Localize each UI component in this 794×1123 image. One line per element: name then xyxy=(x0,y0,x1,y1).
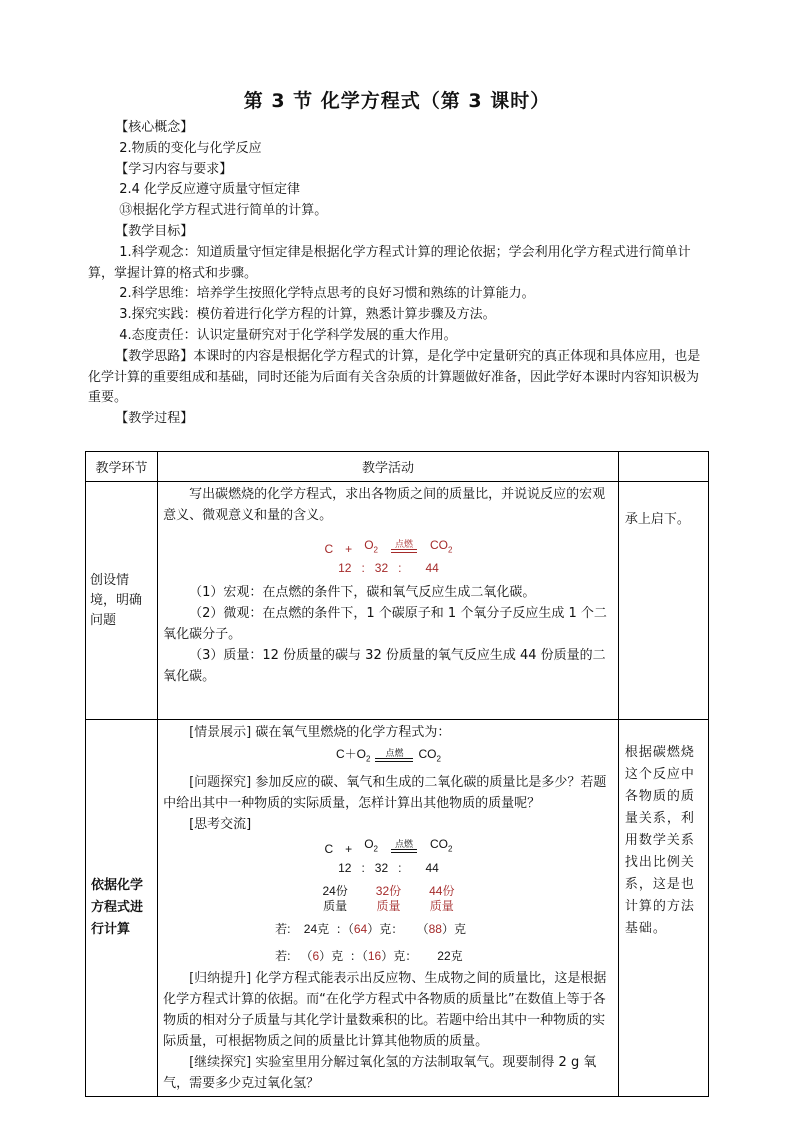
formula-o2: $O_2$ xyxy=(364,538,378,555)
formula-c: C xyxy=(324,542,334,557)
colon: : xyxy=(361,860,365,875)
activity-text: [问题探究] 参加反应的碳、氧气和生成的二氧化碳的质量比是多少？若题中给出其中一种物质的实际质量，怎样计算出其他物质的质量呢？ xyxy=(163,775,607,812)
stage-label: 依据化学方程式进行计算 xyxy=(86,720,158,1097)
header-stage: 教学环节 xyxy=(86,452,158,482)
reaction-condition: 点燃 xyxy=(374,750,414,768)
header-note xyxy=(618,452,708,482)
mass-co2: 44 xyxy=(425,860,439,875)
teaching-idea: 【教学思路】本课时的内容是根据化学方程式的计算，是化学中定量研究的真正体现和具体应用，也是化学计算的重要组成和基础，同时还能为后面有关含杂质的计算题做好准备，因此学好本课时内容知识极为重要。 xyxy=(88,348,701,406)
activity-text: [归纳提升] 化学方程式能表示出反应物、生成物之间的质量比，这是根据化学方程式计算的依据。而“在化学方程式中各物质的质量比”在数值上等于各物质的相对分子质量与其化学计量数乘积的比。若题中给出其中一种物质的实际质量，可根据物质之间的质量比计算其他物质的质量。 xyxy=(163,970,607,1049)
core-item: 2.物质的变化与化学反应 xyxy=(119,140,262,156)
parts-co2: 44份 质量 xyxy=(429,883,455,913)
table-header-row xyxy=(86,452,709,482)
colon: : xyxy=(398,860,402,875)
activity-text: （1）宏观：在点燃的条件下，碳和氧气反应生成二氧化碳。 xyxy=(189,585,536,601)
plus-sign: + xyxy=(345,542,353,557)
formula-co2: $CO_2$ xyxy=(429,837,453,854)
goal-3: 3.探究实践：模仿着进行化学方程的计算，熟悉计算步骤及方法。 xyxy=(119,307,496,323)
activity-text: （2）微观：在点燃的条件下，1 个碳原子和 1 个氧分子反应生成 1 个二氧化碳分子。 xyxy=(163,606,607,643)
formula-c: C xyxy=(324,841,334,856)
colon: : xyxy=(361,561,365,576)
formula-co2: $CO_2$ xyxy=(418,747,441,764)
note-cell: 根据碳燃烧这个反应中各物质的质量关系，利用数学关系找出比例关系，这是也计算的方法基础。 xyxy=(618,720,708,1097)
stage-label: 创设情境，明确问题 xyxy=(86,482,158,720)
activity-text: （3）质量：12 份质量的碳与 32 份质量的氧气反应生成 44 份质量的二氧化碳。 xyxy=(163,648,606,685)
req-heading: 【学习内容与要求】 xyxy=(115,161,233,177)
equation-ratio-block xyxy=(163,835,614,965)
plus-sign: + xyxy=(345,841,353,856)
table-row xyxy=(86,720,709,1097)
activity-cell xyxy=(158,720,619,1097)
ratio-row-2: 若: （6）克 ：（16）克： 22克 xyxy=(275,948,463,963)
activity-text: [继续探究] 实验室里用分解过氧化氢的方法制取氧气。现要制得 2 g 氧气，需要多少克过氧化氢？ xyxy=(163,1054,597,1091)
reaction-condition: 点燃 xyxy=(390,841,418,859)
goal-2: 2.科学思维：培养学生按照化学特点思考的良好习惯和熟练的计算能力。 xyxy=(119,286,535,302)
equation-carbon-combustion-2 xyxy=(163,745,614,768)
req-item-2: ⑬根据化学方程式进行简单的计算。 xyxy=(119,203,328,219)
formula-co2: $CO_2$ xyxy=(429,538,453,555)
mass-c: 12 xyxy=(338,860,352,875)
activity-text: [情景展示] 碳在氧气里燃烧的化学方程式为： xyxy=(189,725,451,740)
formula-c-plus-o2: $C+O_2$ xyxy=(336,747,371,764)
mass-o2: 32 xyxy=(374,561,389,576)
mass-o2: 32 xyxy=(374,860,389,875)
req-item-1: 2.4 化学反应遵守质量守恒定律 xyxy=(119,182,300,198)
goal-4: 4.态度责任：认识定量研究对于化学科学发展的重大作用。 xyxy=(119,327,457,343)
core-heading: 【核心概念】 xyxy=(115,120,194,135)
page-title: 第 3 节 化学方程式（第 3 课时） xyxy=(243,90,551,112)
goal-heading: 【教学目标】 xyxy=(115,223,194,239)
ratio-row-1: 若: 24克 ：（64）克： （88）克 xyxy=(275,921,466,936)
lesson-table xyxy=(85,451,709,1097)
activity-text: 写出碳燃烧的化学方程式，求出各物质之间的质量比，并说说反应的宏观意义、微观意义和量的含义。 xyxy=(163,487,606,523)
colon: : xyxy=(398,561,402,576)
activity-text: [思考交流] xyxy=(189,817,252,833)
mass-c: 12 xyxy=(338,561,352,576)
reaction-condition: 点燃 xyxy=(390,541,418,559)
note-cell: 承上启下。 xyxy=(618,482,708,720)
goal-1: 1.科学观念：知道质量守恒定律是根据化学方程式计算的理论依据；学会利用化学方程式进行简单计算，掌握计算的格式和步骤。 xyxy=(88,244,691,281)
activity-cell xyxy=(158,482,619,720)
process-heading: 【教学过程】 xyxy=(115,411,194,427)
parts-o2: 32份 质量 xyxy=(375,883,402,913)
mass-co2: 44 xyxy=(425,561,439,576)
formula-o2: $O_2$ xyxy=(364,837,378,854)
parts-c: 24份 质量 xyxy=(322,883,348,913)
table-row xyxy=(86,482,709,720)
equation-carbon-combustion xyxy=(163,536,614,578)
intro-section xyxy=(88,118,708,430)
header-activity: 教学活动 xyxy=(158,452,619,482)
